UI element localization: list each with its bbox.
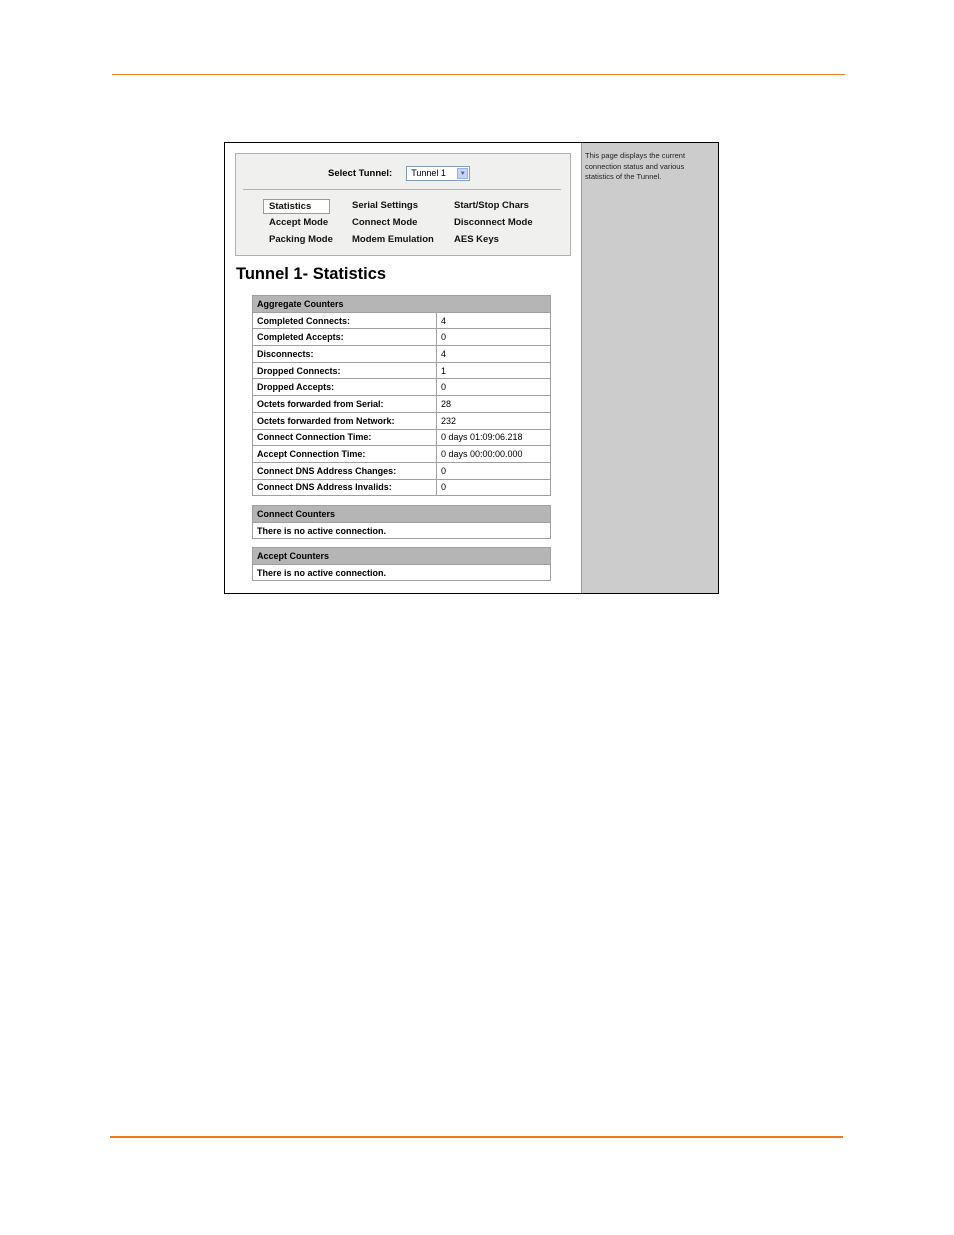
row-value: 0 [437,479,551,496]
nav-serial-settings[interactable]: Serial Settings [352,200,418,211]
connect-counters-header: Connect Counters [253,506,551,523]
table-row [253,312,551,329]
chevron-down-icon[interactable]: ▼ [457,168,468,179]
table-row [253,446,551,463]
web-ui-screenshot [224,142,719,594]
table-row [253,462,551,479]
nav-aes-keys[interactable]: AES Keys [454,234,499,245]
table-row [253,396,551,413]
nav-connect-mode[interactable]: Connect Mode [352,217,418,228]
nav-start-stop-chars[interactable]: Start/Stop Chars [454,200,529,211]
row-label: Completed Accepts: [253,329,437,346]
table-header-row [253,506,551,523]
row-value: 232 [437,412,551,429]
select-tunnel-row [328,164,470,182]
tunnel-nav-panel [235,153,571,256]
row-label: Octets forwarded from Serial: [253,396,437,413]
tunnel-select[interactable] [406,166,470,181]
nav-modem-emulation[interactable]: Modem Emulation [352,234,434,245]
aggregate-counters-table [252,295,551,496]
table-row [253,412,551,429]
table-header-row [253,296,551,313]
row-label: Octets forwarded from Network: [253,412,437,429]
table-row [253,522,551,539]
nav-accept-mode[interactable]: Accept Mode [269,217,329,228]
row-label: Accept Connection Time: [253,446,437,463]
nav-divider [243,189,561,190]
row-value: 4 [437,312,551,329]
row-label: Dropped Connects: [253,362,437,379]
footer-rule [110,1136,843,1138]
table-header-row [253,548,551,565]
row-value: 1 [437,362,551,379]
tunnel-select-value: Tunnel 1 [411,168,446,178]
row-label: Connect Connection Time: [253,429,437,446]
table-row [253,564,551,581]
page-title: Tunnel 1- Statistics [236,265,387,283]
accept-counters-header: Accept Counters [253,548,551,565]
aggregate-counters-header: Aggregate Counters [253,296,551,313]
table-row [253,429,551,446]
row-label: Connect DNS Address Invalids: [253,479,437,496]
table-row [253,346,551,363]
table-row [253,379,551,396]
row-value: 0 [437,462,551,479]
table-row [253,479,551,496]
nav-statistics[interactable]: Statistics [263,199,330,214]
row-label: Completed Connects: [253,312,437,329]
row-value: 0 days 00:00:00.000 [437,446,551,463]
row-label: Connect DNS Address Changes: [253,462,437,479]
header-rule [112,74,845,75]
table-row [253,362,551,379]
connect-counters-table [252,505,551,539]
row-value: 0 days 01:09:06.218 [437,429,551,446]
help-pane [581,143,719,593]
help-text: This page displays the current connection status and various statistics of the Tunnel. [585,151,686,181]
select-tunnel-label: Select Tunnel: [328,167,393,179]
nav-disconnect-mode[interactable]: Disconnect Mode [454,217,533,228]
connect-counters-message: There is no active connection. [253,522,551,539]
row-label: Disconnects: [253,346,437,363]
row-value: 0 [437,379,551,396]
nav-packing-mode[interactable]: Packing Mode [269,234,333,245]
accept-counters-table [252,547,551,581]
table-row [253,329,551,346]
row-value: 28 [437,396,551,413]
row-value: 0 [437,329,551,346]
row-value: 4 [437,346,551,363]
accept-counters-message: There is no active connection. [253,564,551,581]
row-label: Dropped Accepts: [253,379,437,396]
